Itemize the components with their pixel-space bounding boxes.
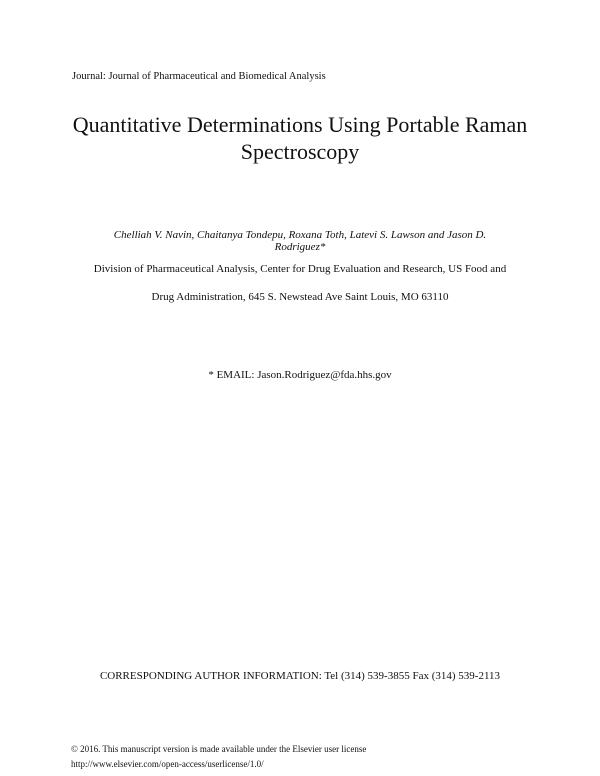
corresponding-author-info: CORRESPONDING AUTHOR INFORMATION: Tel (314) 539-3855 Fax (314) 539-2113	[99, 670, 501, 682]
journal-line: Journal: Journal of Pharmaceutical and Biomedical Analysis	[72, 71, 326, 82]
paper-title	[0, 111, 600, 165]
license-url: http://www.elsevier.com/open-access/userlicense/1.0/	[71, 759, 264, 769]
affiliation-line-2: Drug Administration, 645 S. Newstead Ave Saint Louis, MO 63110	[151, 291, 449, 303]
paper-title-line-1: Quantitative Determinations Using Portable Raman	[72, 112, 528, 137]
license-notice: © 2016. This manuscript version is made available under the Elsevier user license	[71, 744, 367, 754]
author-list: Chelliah V. Navin, Chaitanya Tondepu, Roxana Toth, Latevi S. Lawson and Jason D. Rodriguez*	[113, 229, 487, 253]
affiliation-line-1: Division of Pharmaceutical Analysis, Center for Drug Evaluation and Research, US Food and	[93, 263, 507, 275]
email-line: * EMAIL: Jason.Rodriguez@fda.hhs.gov	[208, 369, 392, 381]
paper-title-line-2: Spectroscopy	[240, 139, 360, 164]
